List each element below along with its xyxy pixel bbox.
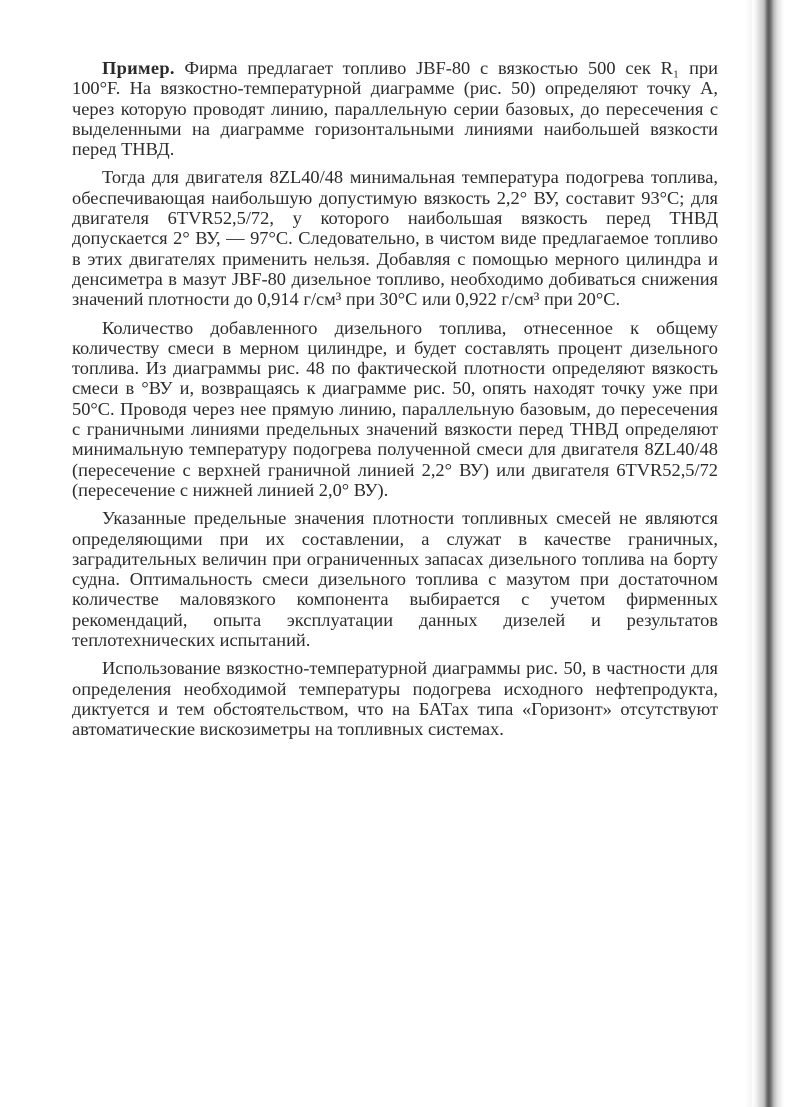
- body-text: [72, 58, 718, 740]
- example-lead-word: Пример.: [102, 58, 175, 78]
- paragraph-engine-heating: Тогда для двигателя 8ZL40/48 минимальная температура подогрева топлива, обеспечивающая наибольшую допустимую вязкость 2,2° ВУ, составит 93°С; для двигателя 6TVR52,5/72, у которого наибольшая вязкость перед ТНВД допускается 2° ВУ, — 97°С. Следовательно, в чистом виде предлагаемое топливо в этих двигателях применить нельзя. Добавляя с помощью мерного цилиндра и денсиметра в мазут JBF-80 дизельное топливо, необходимо добиваться снижения значений плотности до 0,914 г/см³ при 30°С или 0,922 г/см³ при 20°С.: [72, 167, 718, 310]
- paragraph-diesel-share: Количество добавленного дизельного топлива, отнесенное к общему количеству смеси в мерном цилиндре, и будет составлять процент дизельного топлива. Из диаграммы рис. 48 по фактической плотности определяют вязкость смеси в °ВУ и, возвращаясь к диаграмме рис. 50, опять находят точку уже при 50°С. Проводя через нее прямую линию, параллельную базовым, до пересечения с граничными линиями предельных значений вязкости перед ТНВД определяют минимальную температуру подогрева полученной смеси для двигателя 8ZL40/48 (пересечение с верхней граничной линией 2,2° ВУ) или двигателя 6TVR52,5/72 (пересечение с нижней линией 2,0° ВУ).: [72, 317, 718, 500]
- paragraph-density-limits: Указанные предельные значения плотности топливных смесей не являются определяющими при их составлении, а служат в качестве граничных, заградительных величин при ограниченных запасах дизельного топлива на борту судна. Оптимальность смеси дизельного топлива с мазутом при достаточном количестве маловязкого компонента выбирается с учетом фирменных рекомендаций, опыта эксплуатации данных дизелей и результатов теплотехнических испытаний.: [72, 508, 718, 651]
- paragraph-text: Фирма предлагает топливо JBF-80 с вязкостью 500 сек R₁ при 100°F. На вязкостно-температурной диаграмме (рис. 50) определяют точку A, через которую проводят линию, параллельную серии базовых, до пересечения с выделенными на диаграмме горизонтальными линиями наибольшей вязкости перед ТНВД.: [72, 58, 718, 160]
- paragraph-example: [72, 58, 718, 159]
- book-spine-edge: [752, 0, 794, 1107]
- paragraph-diagram-usage: Использование вязкостно-температурной диаграммы рис. 50, в частности для определения необходимой температуры подогрева исходного нефтепродукта, диктуется и тем обстоятельством, что на БАТах типа «Горизонт» отсутствуют автоматические вискозиметры на топливных системах.: [72, 658, 718, 740]
